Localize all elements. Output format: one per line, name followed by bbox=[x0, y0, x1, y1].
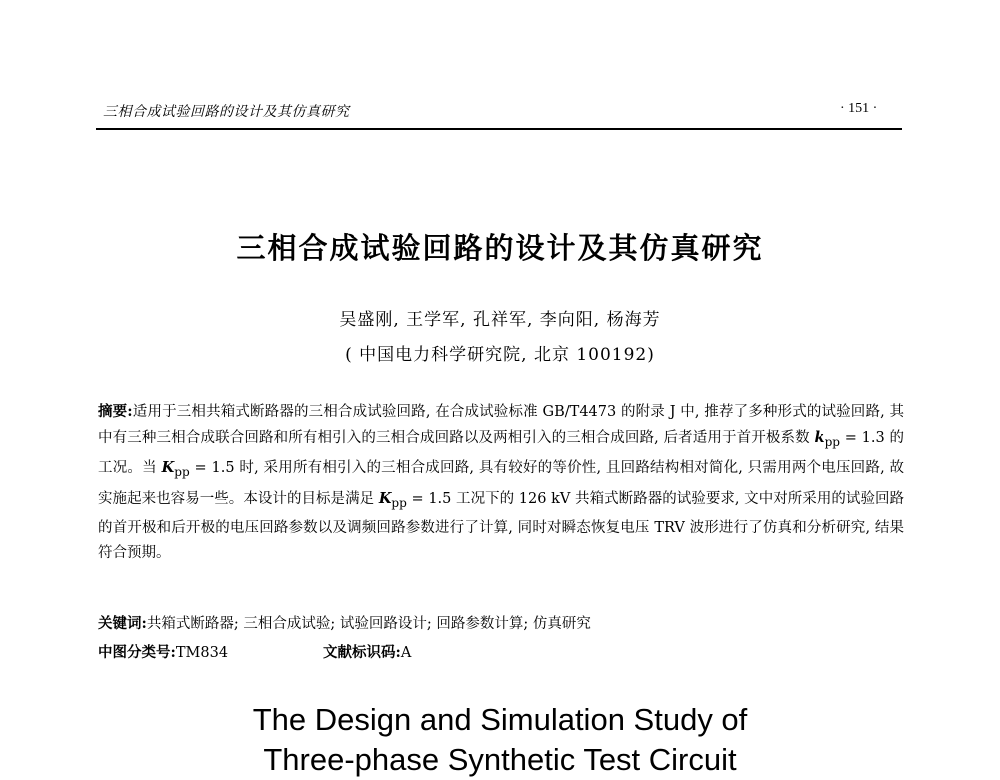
kpp-subscript: pp bbox=[174, 465, 190, 480]
page-number: · 151 · bbox=[840, 101, 878, 116]
classification-label: 中图分类号: bbox=[98, 644, 176, 661]
classification-number bbox=[98, 641, 228, 662]
affiliation: ( 中国电力科学研究院, 北京 100192) bbox=[345, 345, 655, 365]
kpp-symbol-2: K bbox=[378, 489, 392, 507]
kpp-subscript-2: pp bbox=[391, 495, 407, 510]
classification-value: TM834 bbox=[175, 645, 229, 661]
english-title-line-1: The Design and Simulation Study of bbox=[252, 702, 748, 737]
abstract-text-1: 适用于三相共箱式断路器的三相合成试验回路, 在合成试验标准 GB/T4473 的附录 J 中, 推荐了多种形式的试验回路, 其中有三种三相合成联合回路和所有相引入的三相合成回路以及两相引入的三相合成回路, 后者适用于首开极系数 bbox=[98, 404, 904, 447]
kpp-symbol: K bbox=[161, 459, 175, 477]
abstract-text-3: = 1.5 时, 采用所有相引入的三相合成回路, 具有较好的等价性, 且回路结构相对简化, 只需用两个电压回路, 故实施起来也容易一些。本设计的目标是满足 bbox=[98, 460, 905, 507]
abstract bbox=[98, 399, 904, 566]
keywords-label: 关键词: bbox=[98, 615, 147, 632]
running-head-title: 三相合成试验回路的设计及其仿真研究 bbox=[103, 104, 350, 120]
document-code-label: 文献标识码: bbox=[323, 644, 401, 661]
keywords bbox=[98, 612, 904, 633]
keywords-text: 共箱式断路器; 三相合成试验; 试验回路设计; 回路参数计算; 仿真研究 bbox=[146, 616, 591, 632]
document-code bbox=[323, 641, 411, 662]
abstract-label: 摘要: bbox=[98, 403, 133, 420]
document-code-value: A bbox=[400, 645, 412, 661]
english-title-line-2: Three-phase Synthetic Test Circuit bbox=[263, 742, 737, 777]
header-rule bbox=[96, 128, 902, 130]
abstract-text-2: = 1.3 的工况。当 bbox=[98, 430, 904, 477]
article-title: 三相合成试验回路的设计及其仿真研究 bbox=[236, 231, 764, 265]
k-symbol: k bbox=[814, 429, 825, 447]
author-list: 吴盛刚, 王学军, 孔祥军, 李向阳, 杨海芳 bbox=[339, 310, 661, 330]
k-subscript: pp bbox=[824, 435, 841, 450]
abstract-text-4: = 1.5 工况下的 126 kV 共箱式断路器的试验要求, 文中对所采用的试验回路的首开极和后开极的电压回路参数以及调频回路参数进行了计算, 同时对瞬态恢复电压 TRV 波形进行了仿真和分析研究, 结果符合预期。 bbox=[98, 490, 905, 562]
